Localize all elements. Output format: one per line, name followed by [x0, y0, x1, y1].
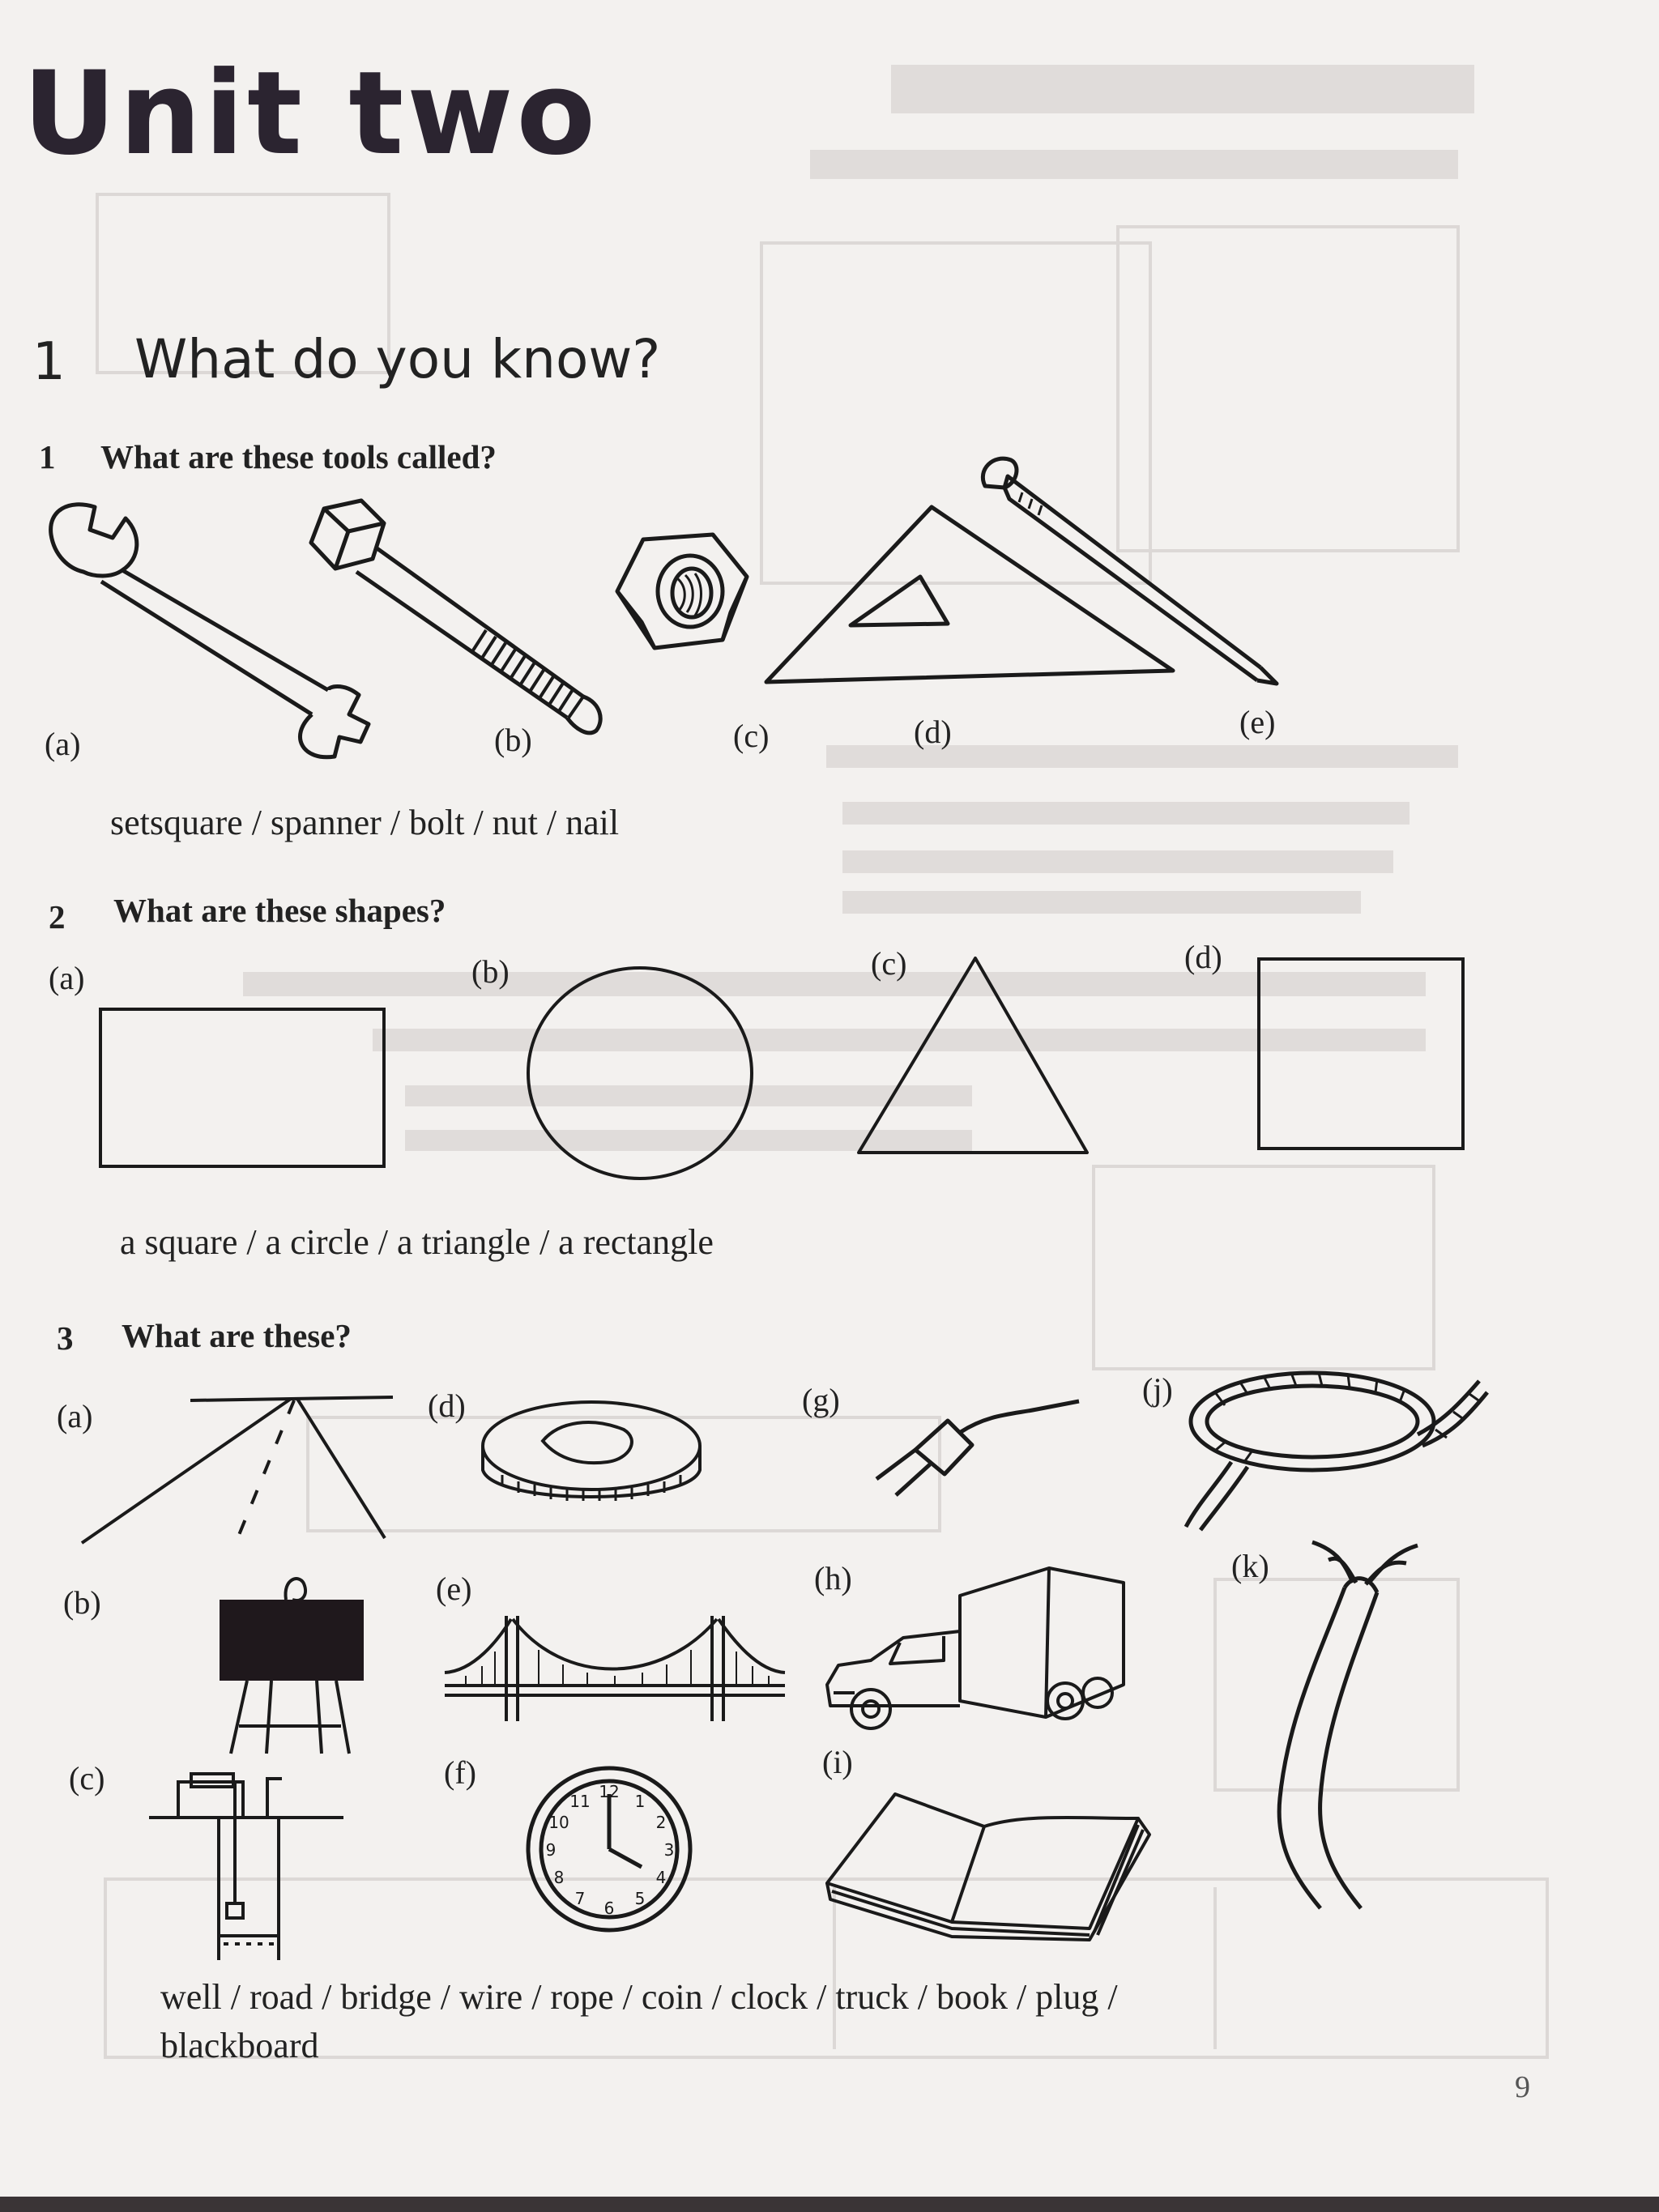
q3-label-e: (e): [436, 1571, 472, 1607]
q3-label-i: (i): [822, 1744, 853, 1780]
q3-label-c: (c): [69, 1760, 105, 1796]
q3-label-f: (f): [444, 1754, 476, 1791]
wire-icon: [1247, 1539, 1434, 1912]
svg-text:2: 2: [655, 1813, 667, 1832]
bridge-icon: [441, 1608, 790, 1729]
q3-label-b: (b): [63, 1584, 101, 1621]
page-edge-shadow: [0, 2197, 1659, 2212]
q3-text: What are these?: [122, 1317, 352, 1354]
truck-icon: [822, 1563, 1126, 1737]
q2-number: 2: [49, 898, 66, 936]
q1-label-c: (c): [733, 718, 770, 754]
q3-word-bank-line2: blackboard: [160, 2026, 319, 2065]
clock-icon: [518, 1762, 705, 1940]
svg-text:3: 3: [663, 1840, 675, 1860]
nut-icon: [609, 526, 755, 672]
book-icon: [822, 1778, 1154, 1940]
square-icon: [1256, 956, 1466, 1150]
svg-text:8: 8: [553, 1868, 565, 1887]
q1-label-e: (e): [1239, 704, 1276, 740]
q2-label-a: (a): [49, 960, 85, 996]
well-icon: [146, 1766, 348, 1968]
svg-text:11: 11: [569, 1792, 591, 1811]
q2-word-bank: a square / a circle / a triangle / a rectangle: [120, 1222, 714, 1262]
svg-text:4: 4: [655, 1868, 667, 1887]
unit-title: Unit two: [23, 47, 599, 181]
plug-icon: [867, 1385, 1085, 1507]
page-number: 9: [1515, 2070, 1530, 2104]
q1-label-a: (a): [45, 726, 81, 762]
svg-text:6: 6: [603, 1899, 615, 1918]
nail-icon: [969, 454, 1293, 697]
svg-text:12: 12: [599, 1782, 620, 1801]
q2-label-c: (c): [871, 945, 907, 982]
q3-number: 3: [57, 1319, 74, 1357]
q3-label-g: (g): [802, 1382, 840, 1418]
q1-label-b: (b): [494, 722, 532, 758]
q1-text: What are these tools called?: [100, 438, 497, 475]
svg-text:7: 7: [574, 1889, 586, 1908]
q3-label-k: (k): [1231, 1548, 1269, 1584]
q1-number: 1: [39, 438, 56, 475]
triangle-icon: [851, 952, 1094, 1158]
blackboard-icon: [215, 1567, 369, 1762]
bolt-icon: [300, 494, 656, 761]
q1-word-bank: setsquare / spanner / bolt / nut / nail: [110, 803, 620, 842]
q3-label-a: (a): [57, 1398, 93, 1434]
rectangle-icon: [97, 1004, 389, 1174]
rope-icon: [1183, 1357, 1491, 1535]
svg-text:9: 9: [545, 1840, 557, 1860]
section-number: 1: [32, 332, 66, 392]
q2-label-b: (b): [471, 953, 510, 990]
q3-label-d: (d): [428, 1387, 466, 1424]
circle-icon: [518, 956, 761, 1191]
svg-text:1: 1: [634, 1792, 646, 1811]
svg-text:10: 10: [548, 1813, 569, 1832]
q1-label-d: (d): [914, 714, 952, 750]
coin-icon: [478, 1397, 705, 1519]
svg-text:5: 5: [634, 1889, 646, 1908]
q3-word-bank-line1: well / road / bridge / wire / rope / coin / clock / truck / book / plug /: [160, 1977, 1118, 2017]
q3-label-j: (j): [1142, 1371, 1173, 1408]
section-title: What do you know?: [134, 328, 661, 390]
road-icon: [77, 1389, 401, 1551]
q2-text: What are these shapes?: [113, 892, 446, 929]
q2-label-d: (d): [1184, 939, 1222, 975]
q3-label-h: (h): [814, 1560, 852, 1596]
